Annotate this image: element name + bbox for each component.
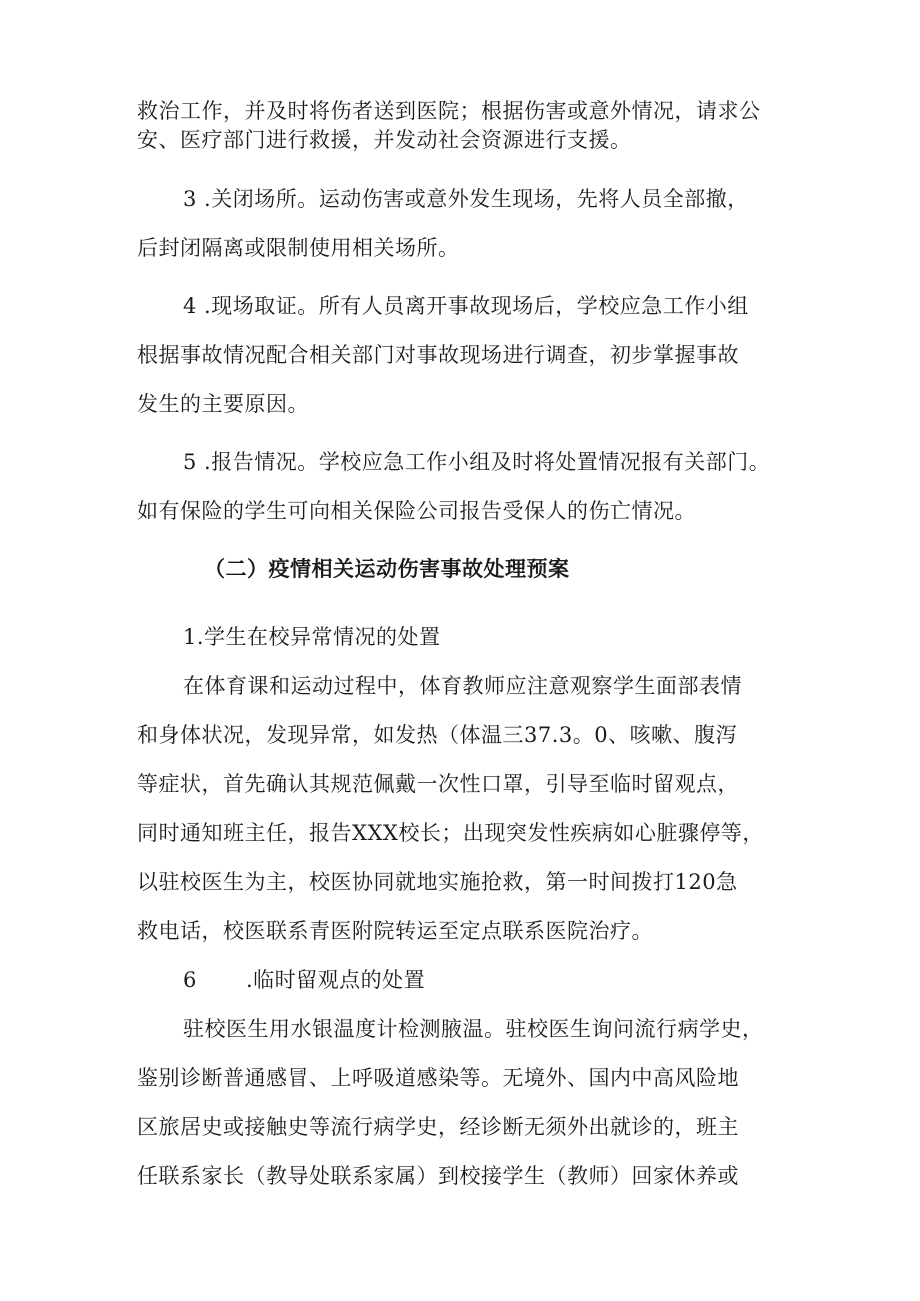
paragraph-line: 以驻校医生为主，校医协同就地实施抢救，第一时间拨打120急 <box>137 870 738 894</box>
paragraph-line: 根据事故情况配合相关部门对事故现场进行调查，初步掌握事故 <box>137 343 739 367</box>
paragraph-line: 驻校医生用水银温度计检测腋温。驻校医生询问流行病学史， <box>183 1017 764 1041</box>
paragraph-line: 5 .报告情况。学校应急工作小组及时将处置情况报有关部门。 <box>183 450 771 474</box>
paragraph-line: 鉴别诊断普通感冒、上呼吸道感染等。无境外、国内中高风险地 <box>137 1066 739 1090</box>
paragraph-line: 后封闭隔离或限制使用相关场所。 <box>137 236 460 260</box>
item-title: .临时留观点的处置 <box>246 968 426 992</box>
paragraph-line: 救治工作，并及时将伤者送到医院；根据伤害或意外情况，请求公 <box>137 99 761 123</box>
paragraph-line: 等症状，首先确认其规范佩戴一次性口罩，引导至临时留观点， <box>137 772 739 796</box>
subsection-title: 1.学生在校异常情况的处置 <box>183 625 441 649</box>
subsection-title <box>183 965 920 995</box>
paragraph-line: 3 .关闭场所。运动伤害或意外发生现场，先将人员全部撤， <box>183 187 749 211</box>
section-heading: （二）疫情相关运动伤害事故处理预案 <box>204 556 570 581</box>
paragraph-line: 同时通知班主任，报告XXX校长；出现突发性疾病如心脏骤停等， <box>137 821 764 845</box>
paragraph-line: 区旅居史或接触史等流行病学史，经诊断无须外出就诊的，班主 <box>137 1115 739 1139</box>
paragraph-line: 4 .现场取证。所有人员离开事故现场后，学校应急工作小组 <box>183 294 749 318</box>
paragraph-line: 安、医疗部门进行救援，并发动社会资源进行支援。 <box>137 128 632 152</box>
paragraph-line: 在体育课和运动过程中，体育教师应注意观察学生面部表情 <box>183 674 742 698</box>
paragraph-line: 任联系家长（教导处联系家属）到校接学生（教师）回家休养或 <box>137 1164 739 1188</box>
item-number: 6 <box>183 968 197 992</box>
paragraph-line: 发生的主要原因。 <box>137 392 309 416</box>
paragraph-line: 如有保险的学生可向相关保险公司报告受保人的伤亡情况。 <box>137 499 696 523</box>
paragraph-line: 和身体状况，发现异常，如发热（体温三37.3。0、咳嗽、腹泻 <box>137 723 738 747</box>
paragraph-line: 救电话，校医联系青医附院转运至定点联系医院治疗。 <box>137 919 653 943</box>
